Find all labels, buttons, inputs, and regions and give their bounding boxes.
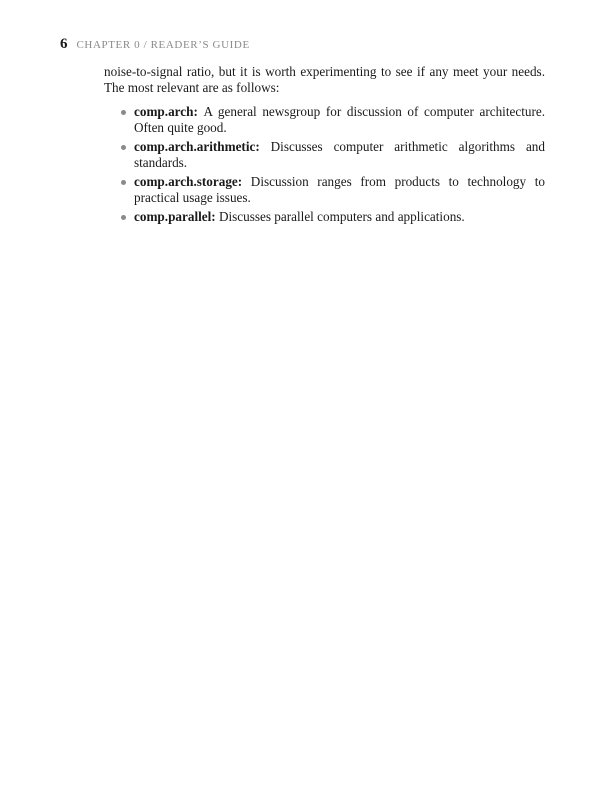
item-term: comp.arch: bbox=[134, 104, 204, 119]
page-header bbox=[60, 36, 250, 53]
item-term: comp.arch.arithmetic: bbox=[134, 139, 271, 154]
item-description: Discusses computer arithmetic algorithms and standards. bbox=[134, 139, 545, 170]
bullet-icon bbox=[121, 215, 126, 220]
running-head: CHAPTER 0 / READER’S GUIDE bbox=[76, 39, 250, 51]
list-item bbox=[134, 139, 545, 171]
page-number: 6 bbox=[60, 36, 68, 52]
item-term: comp.parallel: bbox=[134, 209, 219, 224]
page-body bbox=[104, 64, 545, 228]
list-item bbox=[134, 174, 545, 206]
item-description: A general newsgroup for discussion of computer architecture. Often quite good. bbox=[134, 104, 545, 135]
list-item bbox=[134, 104, 545, 136]
bullet-icon bbox=[121, 110, 126, 115]
item-term: comp.arch.storage: bbox=[134, 174, 251, 189]
bullet-icon bbox=[121, 145, 126, 150]
bullet-icon bbox=[121, 180, 126, 185]
item-description: Discusses parallel computers and applications. bbox=[218, 209, 465, 224]
newsgroup-list bbox=[104, 104, 545, 225]
list-item bbox=[134, 209, 545, 225]
intro-paragraph: noise-to-signal ratio, but it is worth experimenting to see if any meet your needs. The most relevant are as follows: bbox=[104, 64, 545, 95]
item-description: Discussion ranges from products to technology to practical usage issues. bbox=[134, 174, 545, 205]
